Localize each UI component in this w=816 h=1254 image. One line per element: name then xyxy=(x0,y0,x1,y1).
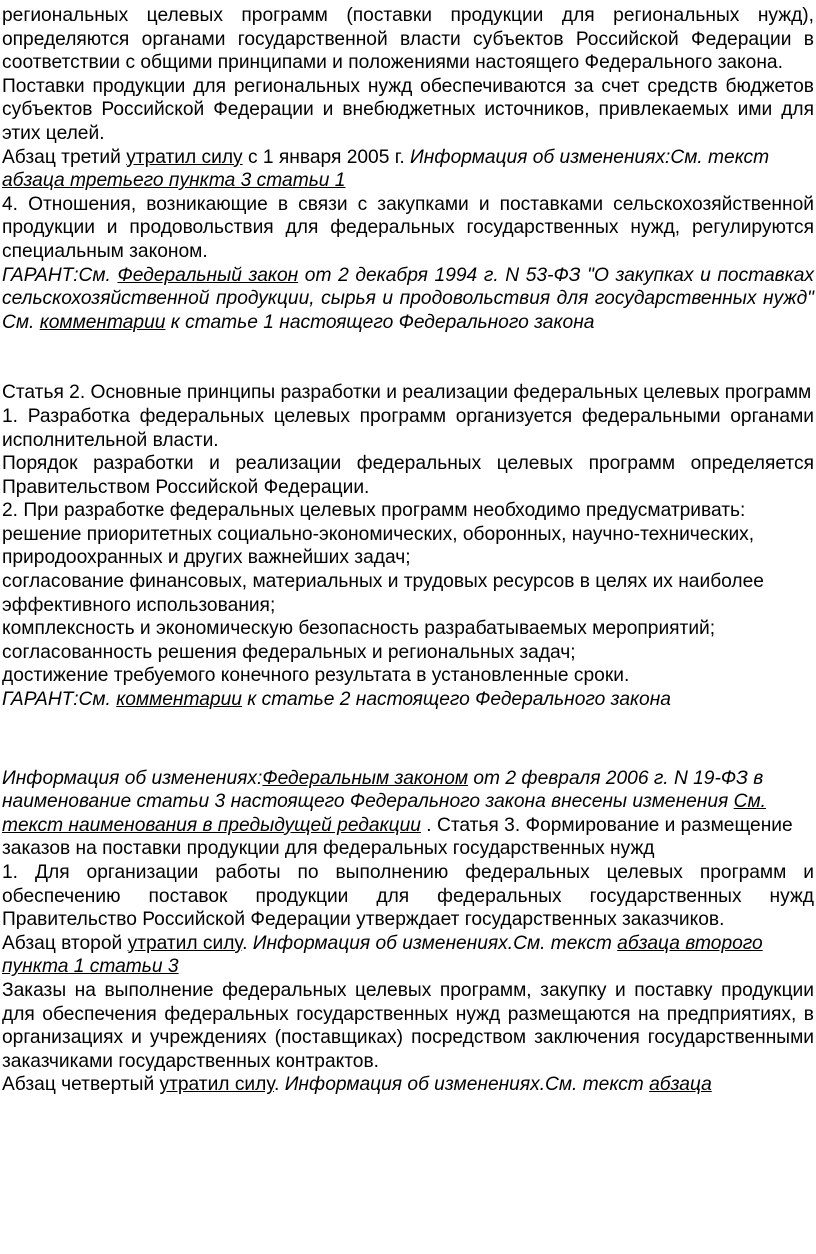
garant-note: ГАРАНТ:См. комментарии к статье 2 настоящего Федерального закона xyxy=(2,689,671,711)
paragraph-amendment: Абзац третий утратил силу с 1 января 2005 г. Информация об изменениях:См. текст абзаца третьего пункта 3 статьи 1 xyxy=(2,146,770,192)
paragraph-numbered: 1. Для организации работы по выполнению федеральных целевых программ и обеспечению поставок продукции для федеральных государственных нужд Правительство Российской Федерации утверждает государственных заказчиков. xyxy=(2,862,814,931)
list-item: согласованность решения федеральных и региональных задач; xyxy=(2,641,576,663)
article-3-heading: Информация об изменениях:Федеральным законом от 2 февраля 2006 г. N 19-ФЗ в наименование статьи 3 настоящего Федерального закона внесены изменения См. текст наименования в предыдущей редакции . Статья 3. Формирование и размещение заказов на поставки продукции для федеральных государственных нужд xyxy=(2,767,793,860)
list-item: комплексность и экономическую безопасность разрабатываемых мероприятий; xyxy=(2,618,716,640)
list-item: решение приоритетных социально-экономических, оборонных, научно-технических, природоохранных и других важнейших задач; xyxy=(2,523,755,569)
link-comments[interactable]: комментарии xyxy=(116,689,242,711)
paragraph-amendment: Абзац четвертый утратил силу. Информация об изменениях.См. текст абзаца xyxy=(2,1074,712,1096)
list-item: достижение требуемого конечного результата в установленные сроки. xyxy=(2,665,630,687)
spacer xyxy=(2,334,814,381)
link-previous-text[interactable]: абзаца xyxy=(649,1074,712,1096)
spacer xyxy=(2,712,814,767)
link-lost-force[interactable]: утратил силу xyxy=(126,146,243,168)
paragraph: Порядок разработки и реализации федеральных целевых программ определяется Правительством Российской Федерации. xyxy=(2,453,814,498)
link-previous-text[interactable]: абзаца второго пункта 1 статьи 3 xyxy=(2,932,763,978)
paragraph-numbered: 1. Разработка федеральных целевых программ организуется федеральными органами исполнительной власти. xyxy=(2,405,814,451)
paragraph-numbered: 4. Отношения, возникающие в связи с закупками и поставками сельскохозяйственной продукции и продовольствия для федеральных государственных нужд, регулируются специальным законом. xyxy=(2,193,814,262)
paragraph-numbered: 2. При разработке федеральных целевых программ необходимо предусматривать: xyxy=(2,500,746,522)
garant-note: ГАРАНТ:См. Федеральный закон от 2 декабря 1994 г. N 53-ФЗ "О закупках и поставках сельскохозяйственной продукции, сырья и продовольствия для государственных нужд" См. комментарии к статье 1 настоящего Федерального закона xyxy=(2,264,814,333)
link-comments[interactable]: комментарии xyxy=(39,311,166,333)
link-lost-force[interactable]: утратил силу xyxy=(127,932,243,954)
paragraph: Поставки продукции для региональных нужд обеспечиваются за счет средств бюджетов субъектов Российской Федерации и внебюджетных источников, привлекаемых ими для этих целей. xyxy=(2,75,814,144)
link-federal-law[interactable]: Федеральным законом xyxy=(262,767,469,789)
article-2-title: Статья 2. Основные принципы разработки и реализации федеральных целевых программ xyxy=(2,382,812,404)
link-previous-text[interactable]: абзаца третьего пункта 3 статьи 1 xyxy=(2,170,346,192)
link-federal-law[interactable]: Федеральный закон xyxy=(117,264,299,286)
link-lost-force[interactable]: утратил силу xyxy=(159,1074,275,1096)
paragraph: региональных целевых программ (поставки продукции для региональных нужд), определяются органами государственной власти субъектов Российской Федерации в соответствии с общими принципами и положениями настоящего Федерального закона. xyxy=(2,5,814,74)
paragraph: Заказы на выполнение федеральных целевых программ, закупку и поставку продукции для обеспечения федеральных государственных нужд размещаются на предприятиях, в организациях и учреждениях (поставщиках) посредством заключения государственными заказчиками государственных контрактов. xyxy=(2,979,814,1072)
list-item: согласование финансовых, материальных и трудовых ресурсов в целях их наиболее эффективного использования; xyxy=(2,571,764,616)
document-page xyxy=(2,4,814,1097)
link-previous-edition[interactable]: См. текст наименования в предыдущей редакции xyxy=(2,791,766,836)
paragraph-amendment: Абзац второй утратил силу. Информация об изменениях.См. текст абзаца второго пункта 1 статьи 3 xyxy=(2,932,763,978)
